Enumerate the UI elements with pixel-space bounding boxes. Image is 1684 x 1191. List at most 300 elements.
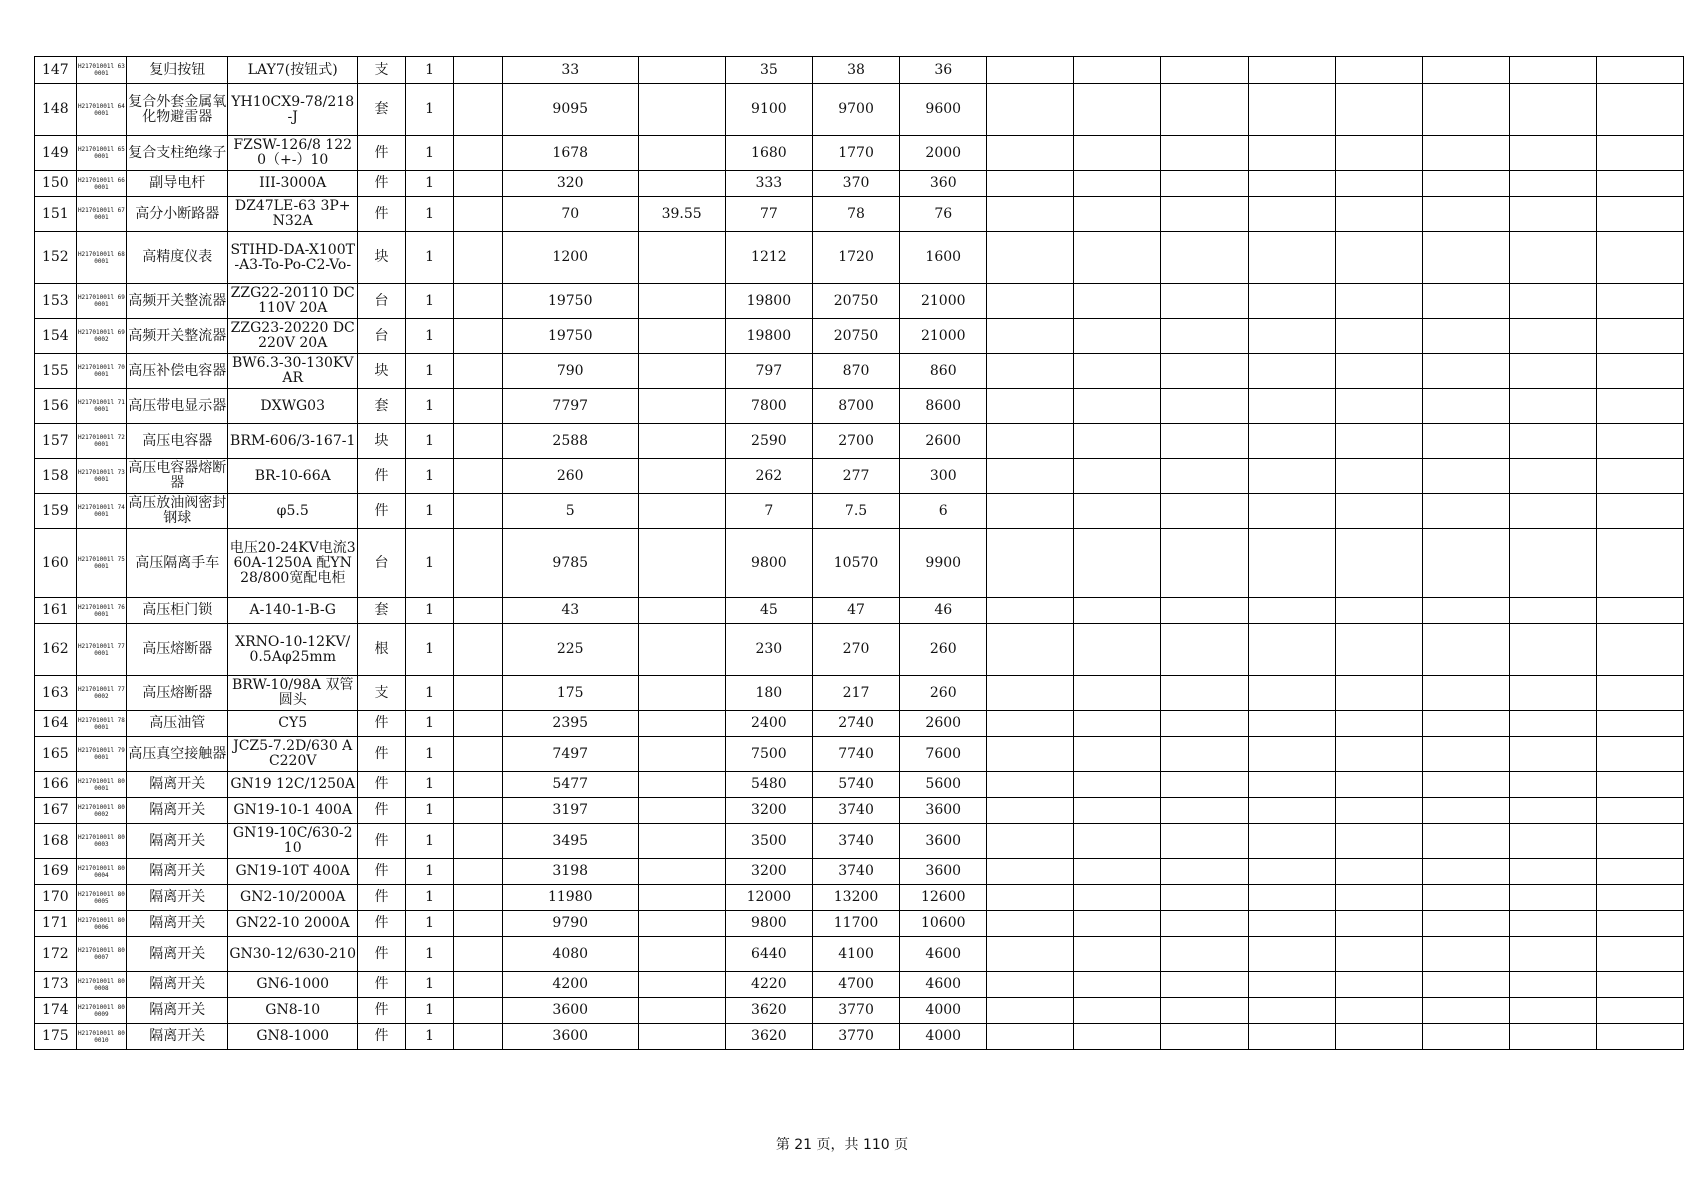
table-cell: 件	[358, 972, 406, 998]
table-cell: 19750	[502, 319, 638, 354]
table-cell	[1074, 389, 1161, 424]
table-cell	[638, 885, 725, 911]
table-cell: 1	[405, 389, 454, 424]
table-row	[35, 136, 1684, 171]
table-cell	[454, 57, 503, 84]
table-cell: H21701001l 770001	[76, 624, 127, 676]
table-cell	[1509, 424, 1596, 459]
table-cell: 1200	[502, 232, 638, 284]
table-cell: 2700	[812, 424, 899, 459]
table-row	[35, 676, 1684, 711]
table-cell: 9785	[502, 529, 638, 598]
table-cell: 4200	[502, 972, 638, 998]
table-cell	[1422, 529, 1509, 598]
table-row	[35, 354, 1684, 389]
table-cell: 21000	[900, 284, 987, 319]
table-cell: H21701001l 730001	[76, 459, 127, 494]
table-cell	[1248, 136, 1335, 171]
table-cell	[1074, 84, 1161, 136]
table-cell: H21701001l 800003	[76, 824, 127, 859]
table-cell	[1248, 354, 1335, 389]
table-cell: 270	[812, 624, 899, 676]
table-cell: 1	[405, 494, 454, 529]
table-cell	[1248, 711, 1335, 737]
table-cell	[1074, 494, 1161, 529]
table-cell	[1335, 494, 1422, 529]
table-cell: 151	[35, 197, 77, 232]
table-cell: 件	[358, 197, 406, 232]
table-cell	[1596, 624, 1683, 676]
table-cell	[987, 459, 1074, 494]
table-cell: H21701001l 800007	[76, 937, 127, 972]
table-cell	[987, 737, 1074, 772]
table-cell: 复合外套金属氧化物避雷器	[127, 84, 228, 136]
table-cell: 1	[405, 232, 454, 284]
table-cell: 1	[405, 737, 454, 772]
table-row	[35, 424, 1684, 459]
table-row	[35, 171, 1684, 197]
table-cell	[1422, 859, 1509, 885]
table-cell: 件	[358, 737, 406, 772]
table-cell: 20750	[812, 284, 899, 319]
table-cell	[454, 354, 503, 389]
table-cell: 6440	[725, 937, 812, 972]
table-row	[35, 824, 1684, 859]
table-cell	[1248, 232, 1335, 284]
table-cell: 20750	[812, 319, 899, 354]
table-cell: 260	[900, 676, 987, 711]
table-cell	[1248, 676, 1335, 711]
table-cell	[1596, 1024, 1683, 1050]
table-cell: 35	[725, 57, 812, 84]
table-cell	[1335, 885, 1422, 911]
table-cell	[1422, 937, 1509, 972]
table-cell	[987, 937, 1074, 972]
table-cell	[454, 84, 503, 136]
table-cell: 870	[812, 354, 899, 389]
table-cell	[638, 389, 725, 424]
table-cell	[638, 84, 725, 136]
table-cell	[1422, 598, 1509, 624]
table-cell: H21701001l 780001	[76, 711, 127, 737]
table-cell	[1161, 389, 1248, 424]
table-cell: 158	[35, 459, 77, 494]
table-cell	[454, 598, 503, 624]
table-cell	[638, 598, 725, 624]
table-cell: 高压真空接触器	[127, 737, 228, 772]
table-cell: 1	[405, 424, 454, 459]
table-cell: 3500	[725, 824, 812, 859]
table-cell: 1	[405, 459, 454, 494]
table-cell	[1509, 598, 1596, 624]
table-cell	[1161, 171, 1248, 197]
table-cell: 47	[812, 598, 899, 624]
table-cell: 1680	[725, 136, 812, 171]
table-cell	[1509, 389, 1596, 424]
table-cell	[1074, 284, 1161, 319]
table-cell	[1596, 598, 1683, 624]
table-cell	[1422, 459, 1509, 494]
table-cell: 860	[900, 354, 987, 389]
table-cell	[1509, 459, 1596, 494]
table-cell	[454, 232, 503, 284]
table-cell: 件	[358, 459, 406, 494]
table-cell	[1161, 911, 1248, 937]
table-cell: 217	[812, 676, 899, 711]
table-cell: 180	[725, 676, 812, 711]
table-cell: H21701001l 770002	[76, 676, 127, 711]
table-cell	[1161, 972, 1248, 998]
table-cell	[1422, 197, 1509, 232]
table-cell	[1248, 389, 1335, 424]
table-cell	[1596, 389, 1683, 424]
table-cell	[1509, 529, 1596, 598]
table-cell: 7500	[725, 737, 812, 772]
table-cell	[1161, 624, 1248, 676]
table-cell	[987, 232, 1074, 284]
table-cell: 4100	[812, 937, 899, 972]
table-cell: ZZG23-20220 DC220V 20A	[228, 319, 358, 354]
table-cell	[987, 494, 1074, 529]
table-cell: 隔离开关	[127, 911, 228, 937]
table-cell	[1074, 57, 1161, 84]
table-cell	[1422, 711, 1509, 737]
table-cell	[454, 737, 503, 772]
table-cell	[1596, 354, 1683, 389]
table-cell	[454, 197, 503, 232]
table-cell: 155	[35, 354, 77, 389]
table-cell	[1335, 937, 1422, 972]
table-cell: 149	[35, 136, 77, 171]
table-cell: DXWG03	[228, 389, 358, 424]
table-cell	[1422, 624, 1509, 676]
table-cell: 3600	[900, 859, 987, 885]
table-cell	[1248, 998, 1335, 1024]
table-cell	[454, 824, 503, 859]
table-cell	[1161, 459, 1248, 494]
table-cell: 隔离开关	[127, 772, 228, 798]
table-cell	[1248, 859, 1335, 885]
table-cell	[987, 171, 1074, 197]
table-cell	[1161, 824, 1248, 859]
table-cell	[638, 57, 725, 84]
table-cell: 163	[35, 676, 77, 711]
table-cell: BRW-10/98A 双管圆头	[228, 676, 358, 711]
table-cell	[1074, 424, 1161, 459]
table-cell	[1596, 459, 1683, 494]
table-cell	[1335, 798, 1422, 824]
table-cell: 10570	[812, 529, 899, 598]
table-cell: 3198	[502, 859, 638, 885]
table-cell	[1335, 319, 1422, 354]
table-cell	[987, 84, 1074, 136]
table-cell	[1509, 624, 1596, 676]
table-cell	[1509, 859, 1596, 885]
table-cell: 4700	[812, 972, 899, 998]
table-cell	[1509, 885, 1596, 911]
table-cell	[1596, 424, 1683, 459]
table-cell	[1074, 937, 1161, 972]
table-cell	[638, 911, 725, 937]
table-cell: 高压电容器熔断器	[127, 459, 228, 494]
table-row	[35, 389, 1684, 424]
table-cell: III-3000A	[228, 171, 358, 197]
table-cell	[1074, 529, 1161, 598]
table-cell	[1335, 676, 1422, 711]
table-cell: 46	[900, 598, 987, 624]
table-cell: GN30-12/630-210	[228, 937, 358, 972]
table-cell	[987, 885, 1074, 911]
table-cell: 160	[35, 529, 77, 598]
table-cell: 3495	[502, 824, 638, 859]
table-cell	[1509, 937, 1596, 972]
table-cell: 高压隔离手车	[127, 529, 228, 598]
table-cell: H21701001l 700001	[76, 354, 127, 389]
table-cell: 件	[358, 772, 406, 798]
table-cell: 175	[502, 676, 638, 711]
table-cell	[1074, 824, 1161, 859]
table-cell: 5740	[812, 772, 899, 798]
table-cell: H21701001l 800004	[76, 859, 127, 885]
table-cell: 3740	[812, 859, 899, 885]
table-cell	[1248, 772, 1335, 798]
table-cell	[1509, 494, 1596, 529]
table-row	[35, 798, 1684, 824]
table-row	[35, 972, 1684, 998]
table-cell: 1	[405, 319, 454, 354]
table-cell	[987, 354, 1074, 389]
table-cell	[1422, 885, 1509, 911]
table-cell: 5477	[502, 772, 638, 798]
table-cell: 隔离开关	[127, 998, 228, 1024]
table-cell: 11700	[812, 911, 899, 937]
table-cell: 262	[725, 459, 812, 494]
table-cell: 174	[35, 998, 77, 1024]
table-cell: 块	[358, 424, 406, 459]
table-cell	[1335, 136, 1422, 171]
table-cell	[1422, 84, 1509, 136]
table-cell	[638, 676, 725, 711]
table-cell: 1	[405, 624, 454, 676]
table-cell: 副导电杆	[127, 171, 228, 197]
table-cell	[454, 711, 503, 737]
table-cell	[1248, 319, 1335, 354]
table-cell	[987, 798, 1074, 824]
table-cell	[1335, 171, 1422, 197]
table-cell: 1	[405, 197, 454, 232]
table-cell: BR-10-66A	[228, 459, 358, 494]
table-cell: 9600	[900, 84, 987, 136]
table-cell	[638, 972, 725, 998]
table-cell	[1074, 1024, 1161, 1050]
table-cell	[987, 1024, 1074, 1050]
table-cell	[454, 319, 503, 354]
table-cell	[1596, 171, 1683, 197]
table-cell: 172	[35, 937, 77, 972]
table-cell: 高压熔断器	[127, 624, 228, 676]
table-cell	[1422, 1024, 1509, 1050]
table-cell	[987, 911, 1074, 937]
table-cell	[638, 798, 725, 824]
table-cell: 复归按钮	[127, 57, 228, 84]
table-cell	[1248, 624, 1335, 676]
table-row	[35, 84, 1684, 136]
table-cell	[1074, 798, 1161, 824]
table-cell	[987, 389, 1074, 424]
table-cell	[1596, 737, 1683, 772]
table-cell	[1422, 676, 1509, 711]
table-cell: H21701001l 690002	[76, 319, 127, 354]
table-cell	[1335, 232, 1422, 284]
table-cell: 件	[358, 998, 406, 1024]
table-cell	[987, 197, 1074, 232]
table-cell: 3620	[725, 1024, 812, 1050]
table-cell: 5	[502, 494, 638, 529]
table-cell	[987, 529, 1074, 598]
table-cell: H21701001l 760001	[76, 598, 127, 624]
table-cell: H21701001l 790001	[76, 737, 127, 772]
table-cell	[638, 1024, 725, 1050]
table-cell: 1	[405, 598, 454, 624]
table-cell	[1161, 197, 1248, 232]
table-cell	[1335, 624, 1422, 676]
table-cell	[987, 319, 1074, 354]
table-cell: 件	[358, 711, 406, 737]
table-cell: GN8-1000	[228, 1024, 358, 1050]
table-cell: 19750	[502, 284, 638, 319]
table-cell	[1335, 998, 1422, 1024]
table-cell	[1074, 859, 1161, 885]
table-cell	[1335, 911, 1422, 937]
table-cell	[987, 676, 1074, 711]
table-cell: H21701001l 800002	[76, 798, 127, 824]
table-cell: 套	[358, 84, 406, 136]
table-cell: 1	[405, 798, 454, 824]
table-cell	[638, 624, 725, 676]
table-cell: 支	[358, 676, 406, 711]
table-cell: H21701001l 800009	[76, 998, 127, 1024]
table-cell: H21701001l 720001	[76, 424, 127, 459]
table-cell	[454, 424, 503, 459]
table-row	[35, 624, 1684, 676]
table-cell: 高压放油阀密封钢球	[127, 494, 228, 529]
table-cell	[1074, 737, 1161, 772]
table-cell: 260	[502, 459, 638, 494]
table-cell: 19800	[725, 284, 812, 319]
table-cell: FZSW-126/8 1220（+-）10	[228, 136, 358, 171]
table-cell: 173	[35, 972, 77, 998]
table-cell	[1422, 998, 1509, 1024]
table-cell	[1509, 136, 1596, 171]
table-cell: 3770	[812, 1024, 899, 1050]
table-cell	[1335, 598, 1422, 624]
table-cell	[1509, 772, 1596, 798]
table-cell	[1596, 197, 1683, 232]
table-cell	[1335, 284, 1422, 319]
table-cell: 根	[358, 624, 406, 676]
table-cell: GN19 12C/1250A	[228, 772, 358, 798]
table-cell: 件	[358, 911, 406, 937]
table-cell: H21701001l 680001	[76, 232, 127, 284]
table-row	[35, 937, 1684, 972]
table-cell: H21701001l 640001	[76, 84, 127, 136]
table-cell: 3200	[725, 798, 812, 824]
page-footer: 第 21 页，共 110 页	[775, 1137, 909, 1153]
table-cell: 13200	[812, 885, 899, 911]
table-cell: H21701001l 800005	[76, 885, 127, 911]
table-cell	[1422, 136, 1509, 171]
table-row	[35, 459, 1684, 494]
table-cell	[1335, 859, 1422, 885]
table-cell	[1248, 885, 1335, 911]
table-cell: φ5.5	[228, 494, 358, 529]
table-cell	[1161, 772, 1248, 798]
table-cell	[638, 772, 725, 798]
table-cell: H21701001l 630001	[76, 57, 127, 84]
table-cell	[1161, 494, 1248, 529]
table-cell: 277	[812, 459, 899, 494]
table-cell: 9095	[502, 84, 638, 136]
table-cell: H21701001l 740001	[76, 494, 127, 529]
table-cell: 隔离开关	[127, 859, 228, 885]
table-cell: 件	[358, 824, 406, 859]
table-cell: 3600	[502, 998, 638, 1024]
table-cell: 164	[35, 711, 77, 737]
table-cell: 1212	[725, 232, 812, 284]
table-row	[35, 232, 1684, 284]
table-cell: 1	[405, 937, 454, 972]
table-cell: 168	[35, 824, 77, 859]
table-cell	[1596, 284, 1683, 319]
table-cell: 10600	[900, 911, 987, 937]
table-cell	[1596, 859, 1683, 885]
table-cell	[1422, 284, 1509, 319]
table-cell: 170	[35, 885, 77, 911]
table-cell	[987, 624, 1074, 676]
table-cell	[1422, 171, 1509, 197]
table-cell	[1074, 676, 1161, 711]
table-cell: 隔离开关	[127, 972, 228, 998]
table-cell: 157	[35, 424, 77, 459]
table-cell	[1161, 354, 1248, 389]
table-cell	[638, 232, 725, 284]
table-cell	[1422, 57, 1509, 84]
table-cell: 12000	[725, 885, 812, 911]
table-cell	[454, 136, 503, 171]
table-cell	[1248, 824, 1335, 859]
table-cell: 高频开关整流器	[127, 319, 228, 354]
table-cell	[1074, 711, 1161, 737]
table-cell	[1074, 319, 1161, 354]
table-cell: 1	[405, 998, 454, 1024]
table-cell: 7800	[725, 389, 812, 424]
table-cell: 台	[358, 319, 406, 354]
table-cell: 7600	[900, 737, 987, 772]
table-cell: 38	[812, 57, 899, 84]
table-row	[35, 737, 1684, 772]
table-cell	[1074, 171, 1161, 197]
table-cell	[454, 624, 503, 676]
table-cell	[1335, 824, 1422, 859]
table-cell: 4220	[725, 972, 812, 998]
table-row	[35, 529, 1684, 598]
table-cell	[1509, 354, 1596, 389]
table-cell	[454, 1024, 503, 1050]
table-cell	[1074, 624, 1161, 676]
table-cell	[1161, 859, 1248, 885]
table-cell	[1335, 529, 1422, 598]
table-cell: 230	[725, 624, 812, 676]
